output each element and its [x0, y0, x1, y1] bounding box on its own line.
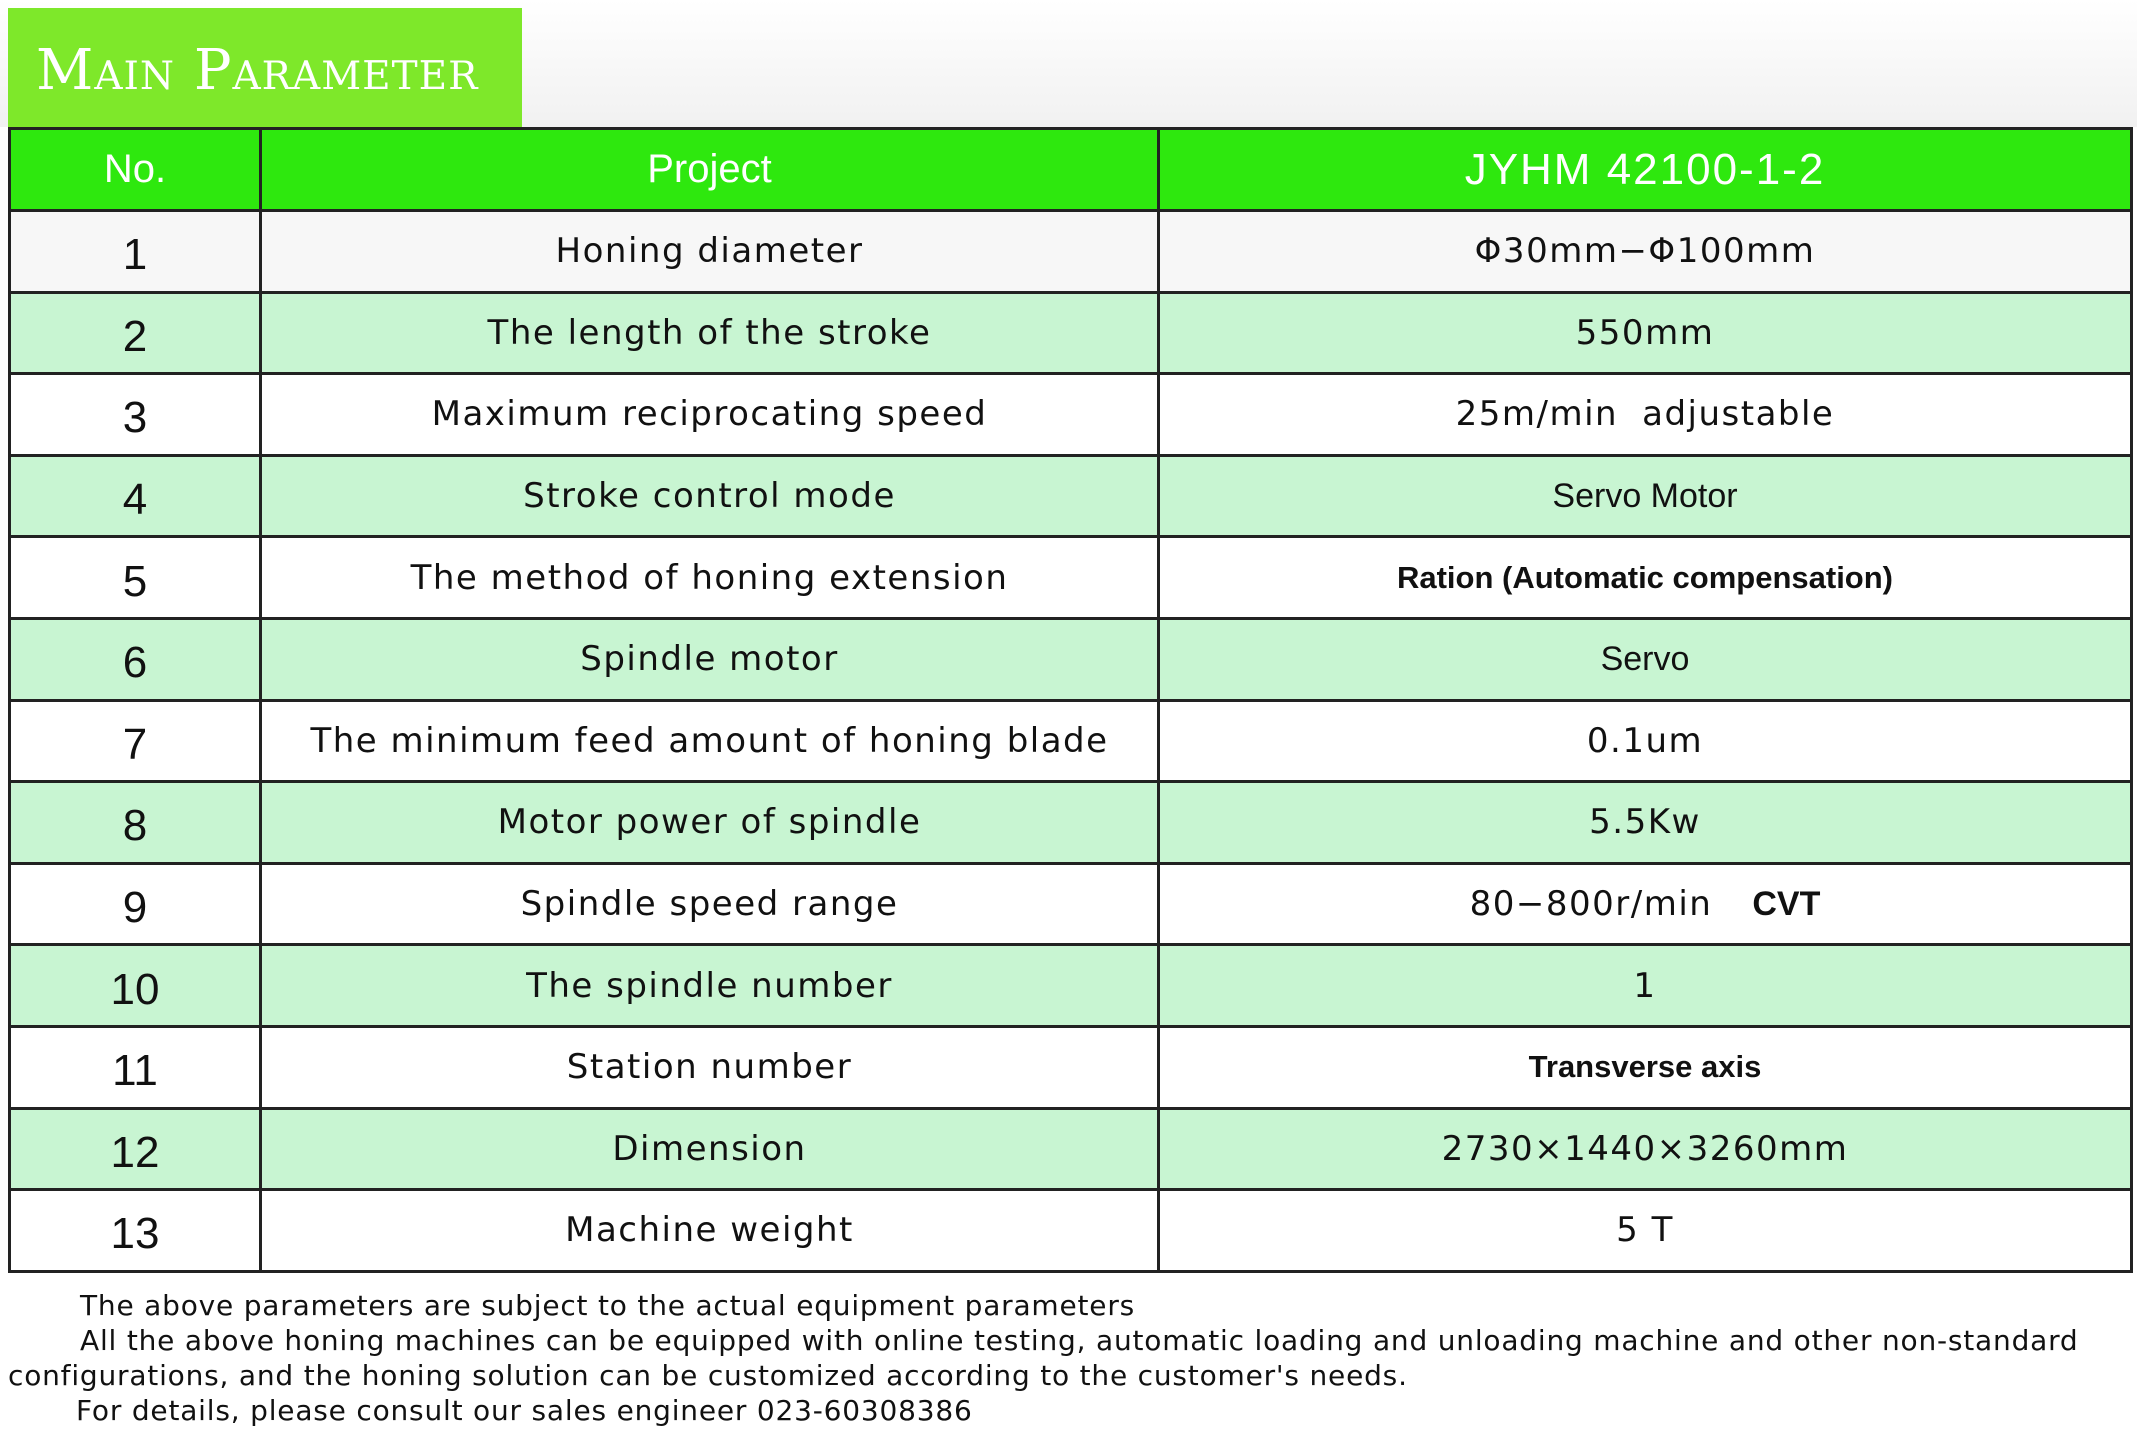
- page-title: Main Parameter: [8, 8, 522, 127]
- value-cell: 2730×1440×3260mm: [1159, 1108, 2132, 1190]
- project-cell: Maximum reciprocating speed: [261, 374, 1159, 456]
- project-cell: The method of honing extension: [261, 537, 1159, 619]
- project-cell: The length of the stroke: [261, 292, 1159, 374]
- table-row: [10, 374, 2132, 456]
- note-line: configurations, and the honing solution can be customized according to the customer's needs.: [8, 1359, 1408, 1392]
- row-number: 8: [10, 782, 261, 864]
- value-cell: 550mm: [1159, 292, 2132, 374]
- project-cell: Dimension: [261, 1108, 1159, 1190]
- header-project: Project: [261, 129, 1159, 211]
- table-row: [10, 455, 2132, 537]
- parameter-table: [8, 127, 2133, 1273]
- value-text: 80−800r/min: [1469, 884, 1713, 925]
- row-number: 10: [10, 945, 261, 1027]
- row-number: 4: [10, 455, 261, 537]
- project-cell: Station number: [261, 1026, 1159, 1108]
- row-number: 7: [10, 700, 261, 782]
- row-number: 5: [10, 537, 261, 619]
- row-number: 3: [10, 374, 261, 456]
- value-suffix: CVT: [1752, 885, 1821, 924]
- table-row: [10, 1190, 2132, 1272]
- note-line: All the above honing machines can be equipped with online testing, automatic loading and unloading machine and other non-standard: [80, 1324, 2079, 1357]
- table-row: [10, 1108, 2132, 1190]
- value-cell: [1159, 374, 2132, 456]
- row-number: 11: [10, 1026, 261, 1108]
- row-number: 13: [10, 1190, 261, 1272]
- table-row: [10, 1026, 2132, 1108]
- table-row: [10, 945, 2132, 1027]
- value-cell: Servo Motor: [1159, 455, 2132, 537]
- header-no: No.: [10, 129, 261, 211]
- table-row: [10, 537, 2132, 619]
- value-cell: 1: [1159, 945, 2132, 1027]
- project-cell: Motor power of spindle: [261, 782, 1159, 864]
- value-suffix: adjustable: [1642, 394, 1835, 435]
- value-cell: Transverse axis: [1159, 1026, 2132, 1108]
- value-cell: [1159, 863, 2132, 945]
- project-cell: The spindle number: [261, 945, 1159, 1027]
- header-model: JYHM 42100-1-2: [1159, 129, 2132, 211]
- row-number: 1: [10, 211, 261, 293]
- row-number: 9: [10, 863, 261, 945]
- project-cell: Stroke control mode: [261, 455, 1159, 537]
- row-number: 2: [10, 292, 261, 374]
- table-header-row: [10, 129, 2132, 211]
- table-row: [10, 700, 2132, 782]
- table-row: [10, 863, 2132, 945]
- project-cell: Spindle speed range: [261, 863, 1159, 945]
- row-number: 12: [10, 1108, 261, 1190]
- project-cell: Honing diameter: [261, 211, 1159, 293]
- value-cell: 5.5Kw: [1159, 782, 2132, 864]
- project-cell: Machine weight: [261, 1190, 1159, 1272]
- note-line: For details, please consult our sales engineer 023-60308386: [76, 1394, 973, 1427]
- value-cell: Φ30mm−Φ100mm: [1159, 211, 2132, 293]
- value-cell: Ration (Automatic compensation): [1159, 537, 2132, 619]
- project-cell: Spindle motor: [261, 618, 1159, 700]
- table-row: [10, 211, 2132, 293]
- value-cell: 5 T: [1159, 1190, 2132, 1272]
- value-cell: Servo: [1159, 618, 2132, 700]
- table-row: [10, 618, 2132, 700]
- value-cell: 0.1um: [1159, 700, 2132, 782]
- table-row: [10, 782, 2132, 864]
- project-cell: The minimum feed amount of honing blade: [261, 700, 1159, 782]
- note-line: The above parameters are subject to the actual equipment parameters: [80, 1289, 1136, 1322]
- value-text: 25m/min: [1455, 394, 1619, 435]
- table-row: [10, 292, 2132, 374]
- footnotes: [8, 1288, 2128, 1428]
- row-number: 6: [10, 618, 261, 700]
